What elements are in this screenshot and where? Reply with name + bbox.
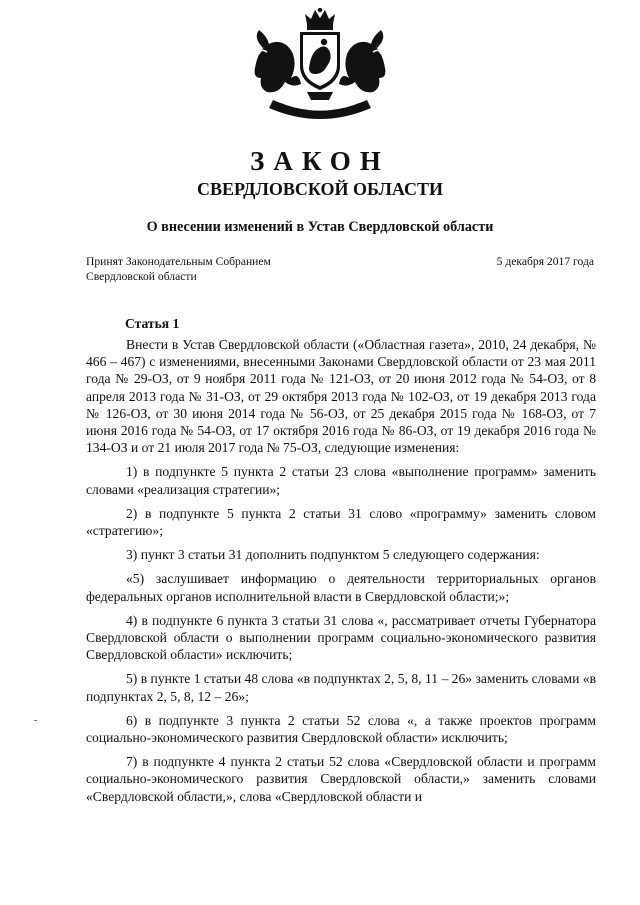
paragraph-item-5: 5) в пункте 1 статьи 48 слова «в подпунктах 2, 5, 8, 11 – 26» заменить словами «в подпунктах 2, 5, 8, 12 – 26»; — [86, 671, 596, 704]
law-heading: ЗАКОН — [250, 146, 390, 176]
adoption-date: 5 декабря 2017 года — [496, 255, 594, 268]
paragraph-item-7: 7) в подпункте 4 пункта 2 статьи 52 слова «Свердловской области и программ социально-экономического развития Свердловской области,» заменить словами «Свердловской области,», слова «Свердловской области и — [86, 754, 596, 804]
paragraph-item-4: 4) в подпункте 6 пункта 3 статьи 31 слова «, рассматривает отчеты Губернатора Свердловской области о выполнении программ социально-экономического развития Свердловской области» исключить; — [86, 612, 596, 663]
law-subject: О внесении изменений в Устав Свердловской области — [146, 219, 494, 235]
paragraph-intro: Внести в Устав Свердловской области («Областная газета», 2010, 24 декабря, № 466 – 467) с изменениями, внесенными Законами Свердловской области от 23 мая 2011 года № 29-ОЗ, от 9 ноября 2011 года № 121-ОЗ, от 20 июня 2012 года № 54-ОЗ, от 8 апреля 2013 года № 31-ОЗ, от 29 октября 2013 года № 102-ОЗ, от 19 декабря 2013 года № 126-ОЗ, от 30 июня 2014 года № 56-ОЗ, от 25 декабря 2015 года № 168-ОЗ, от 7 июня 2016 года № 54-ОЗ, от 17 октября 2016 года № 86-ОЗ, от 19 декабря 2016 года № 134-ОЗ и от 21 июля 2017 года № 75-ОЗ, следующие изменения: — [86, 337, 596, 456]
adopted-by-text: Принят Законодательным Собранием Свердловской области — [86, 255, 271, 283]
region-title: СВЕРДЛОВСКОЙ ОБЛАСТИ — [197, 179, 443, 199]
article-body — [86, 336, 596, 812]
paragraph-item-6: 6) в подпункте 3 пункта 2 статьи 52 слова «, а также проектов программ социально-экономического развития Свердловской области» исключить; — [86, 712, 596, 746]
margin-mark — [34, 720, 37, 721]
paragraph-item-3: 3) пункт 3 статьи 31 дополнить подпунктом 5 следующего содержания: — [126, 547, 540, 563]
paragraph-item-3-quote: «5) заслушивает информацию о деятельности территориальных органов федеральных органов исполнительной власти в Свердловской области;»; — [86, 571, 596, 604]
paragraph-item-2: 2) в подпункте 5 пункта 2 статьи 31 слово «программу» заменить словом «стратегию»; — [86, 505, 596, 539]
article-title: Статья 1 — [125, 316, 180, 331]
paragraph-item-1: 1) в подпункте 5 пункта 2 статьи 23 слова «выполнение программ» заменить словами «реализация стратегии»; — [86, 464, 596, 497]
coat-of-arms-emblem — [245, 8, 395, 126]
